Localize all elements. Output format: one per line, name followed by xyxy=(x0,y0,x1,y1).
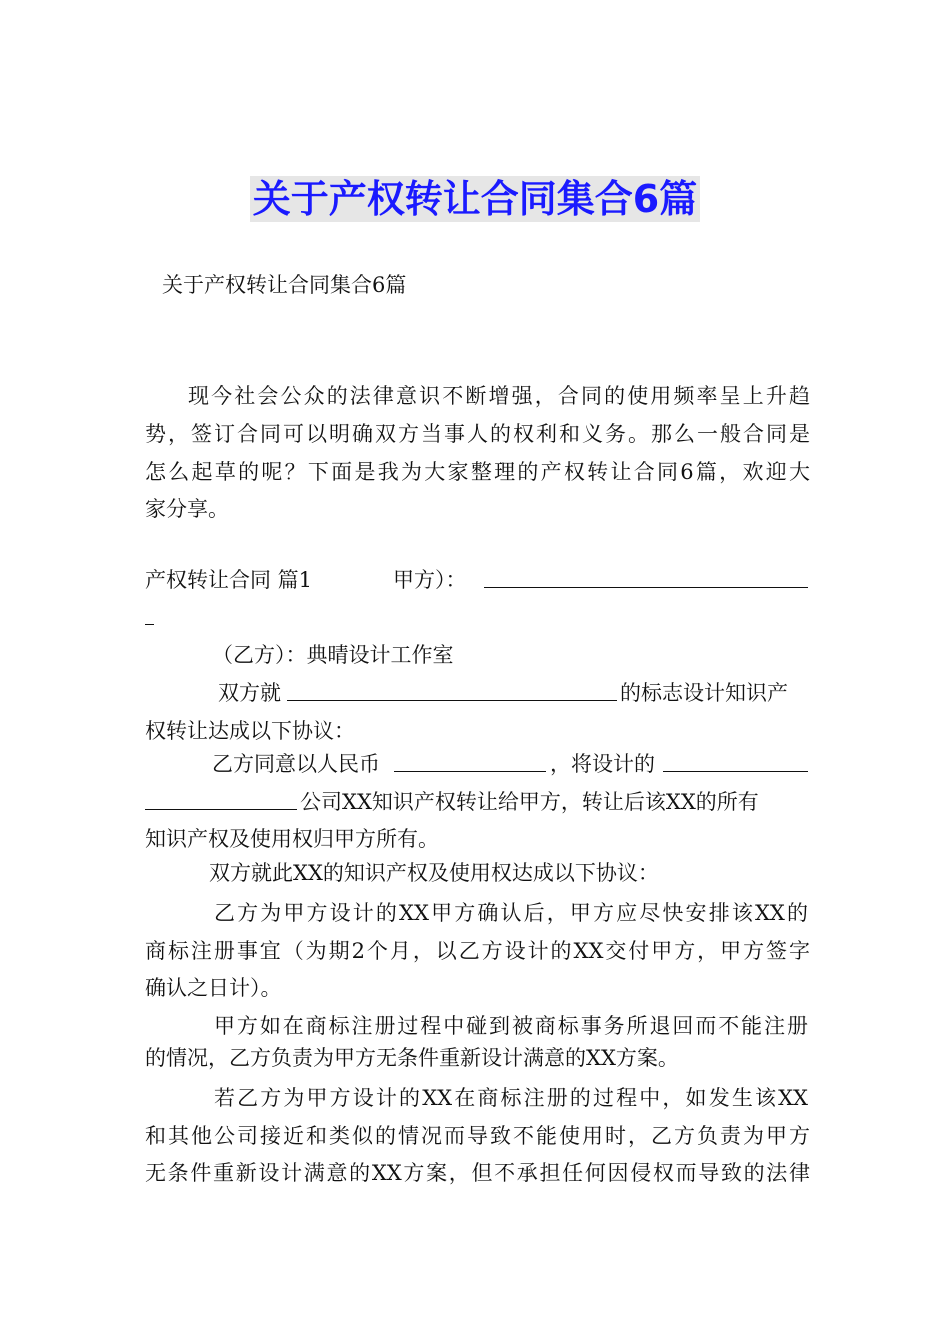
p2-blank-3 xyxy=(145,789,297,816)
p2-line3: 知识产权及使用权归甲方所有。 xyxy=(145,827,439,851)
p5-line: 的情况，乙方负责为甲方无条件重新设计满意的XX方案。 xyxy=(145,1046,679,1070)
p2-blank-1 xyxy=(394,751,546,778)
document-title: 关于产权转让合同集合6篇 xyxy=(0,176,950,222)
party-a-label: 甲方）： xyxy=(393,568,467,592)
intro-line: 势，签订合同可以明确双方当事人的权利和义务。那么一般合同是 xyxy=(145,422,810,446)
p1-line2: 权转让达成以下协议： xyxy=(145,719,355,743)
p5-line: 甲方如在商标注册过程中碰到被商标事务所退回而不能注册 xyxy=(214,1014,808,1038)
p2-blank-2 xyxy=(663,751,808,778)
intro-line: 现今社会公众的法律意识不断增强，合同的使用频率呈上升趋 xyxy=(188,384,810,408)
p2-mid: ，将设计的 xyxy=(550,752,655,776)
p4-line: 乙方为甲方设计的XX甲方确认后，甲方应尽快安排该XX的 xyxy=(214,901,808,925)
intro-line: 怎么起草的呢？下面是我为大家整理的产权转让合同6篇，欢迎大 xyxy=(145,460,810,484)
p3-line: 双方就此XX的知识产权及使用权达成以下协议： xyxy=(209,861,659,885)
p1-start: 双方就 xyxy=(218,681,281,705)
p1-end: 的标志设计知识产 xyxy=(620,681,788,705)
intro-line: 家分享。 xyxy=(145,497,229,521)
p4-line: 商标注册事宜（为期2个月，以乙方设计的XX交付甲方，甲方签字 xyxy=(145,939,810,963)
party-a-blank-cont xyxy=(145,604,154,631)
document-subtitle: 关于产权转让合同集合6篇 xyxy=(162,273,407,297)
p2-line2-end: 公司XX知识产权转让给甲方，转让后该XX的所有 xyxy=(300,790,759,814)
party-a-blank xyxy=(484,567,808,594)
p6-line: 和其他公司接近和类似的情况而导致不能使用时，乙方负责为甲方 xyxy=(145,1124,810,1148)
contract-heading: 产权转让合同 篇1 xyxy=(145,568,313,592)
party-b-line: （乙方）：典晴设计工作室 xyxy=(212,643,454,667)
p1-blank xyxy=(287,680,617,707)
p4-line: 确认之日计）。 xyxy=(145,976,282,1000)
p6-line: 无条件重新设计满意的XX方案，但不承担任何因侵权而导致的法律 xyxy=(145,1161,810,1185)
p2-start: 乙方同意以人民币 xyxy=(212,752,380,776)
p6-line: 若乙方为甲方设计的XX在商标注册的过程中，如发生该XX xyxy=(214,1086,808,1110)
